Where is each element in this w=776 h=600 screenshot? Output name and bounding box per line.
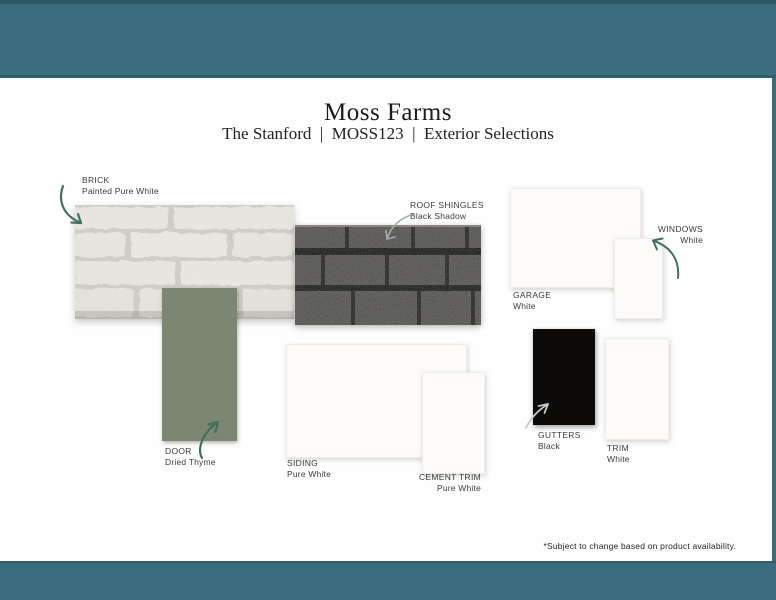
roof-shingles-arrow-icon bbox=[382, 212, 416, 249]
garage-label bbox=[513, 290, 551, 312]
windows-arrow-icon bbox=[644, 234, 682, 287]
windows-label-color: White bbox=[680, 235, 703, 245]
page-title: Moss Farms bbox=[324, 99, 452, 126]
brick-label bbox=[82, 175, 159, 197]
trim-swatch bbox=[605, 338, 669, 440]
siding-label-name: SIDING bbox=[287, 458, 319, 468]
door-label-name: DOOR bbox=[165, 446, 192, 456]
door-arrow-icon bbox=[194, 418, 228, 465]
roof-label-color: Black Shadow bbox=[410, 211, 467, 221]
gutters-arrow-icon bbox=[522, 400, 554, 435]
cement-trim-label bbox=[400, 472, 481, 494]
cement-label-color: Pure White bbox=[436, 483, 481, 493]
trim-label-name: TRIM bbox=[607, 443, 629, 453]
gutters-label-color: Black bbox=[538, 441, 560, 451]
page-subtitle: The Stanford | MOSS123 | Exterior Selections bbox=[222, 124, 554, 143]
trim-label bbox=[607, 443, 630, 465]
roof-label-name: ROOF SHINGLES bbox=[410, 200, 484, 210]
brick-label-color: Painted Pure White bbox=[82, 186, 159, 196]
footer-disclaimer: *Subject to change based on product availability. bbox=[543, 541, 736, 551]
garage-label-color: White bbox=[513, 301, 536, 311]
roof-shingles-label bbox=[410, 200, 484, 222]
siding-label bbox=[287, 458, 331, 480]
cement-label-name: CEMENT TRIM bbox=[418, 472, 481, 482]
gutters-label-name: GUTTERS bbox=[538, 430, 581, 440]
right-border-strip bbox=[772, 78, 776, 561]
top-border-bar bbox=[0, 0, 776, 78]
cement-trim-swatch bbox=[422, 372, 485, 474]
trim-label-color: White bbox=[607, 454, 630, 464]
windows-label-name: WINDOWS bbox=[657, 224, 703, 234]
bottom-border-bar bbox=[0, 561, 776, 600]
siding-label-color: Pure White bbox=[287, 469, 332, 479]
brick-label-name: BRICK bbox=[82, 175, 110, 185]
brick-arrow-icon bbox=[56, 184, 88, 233]
garage-label-name: GARAGE bbox=[513, 290, 552, 300]
door-label-color: Dried Thyme bbox=[165, 457, 216, 467]
